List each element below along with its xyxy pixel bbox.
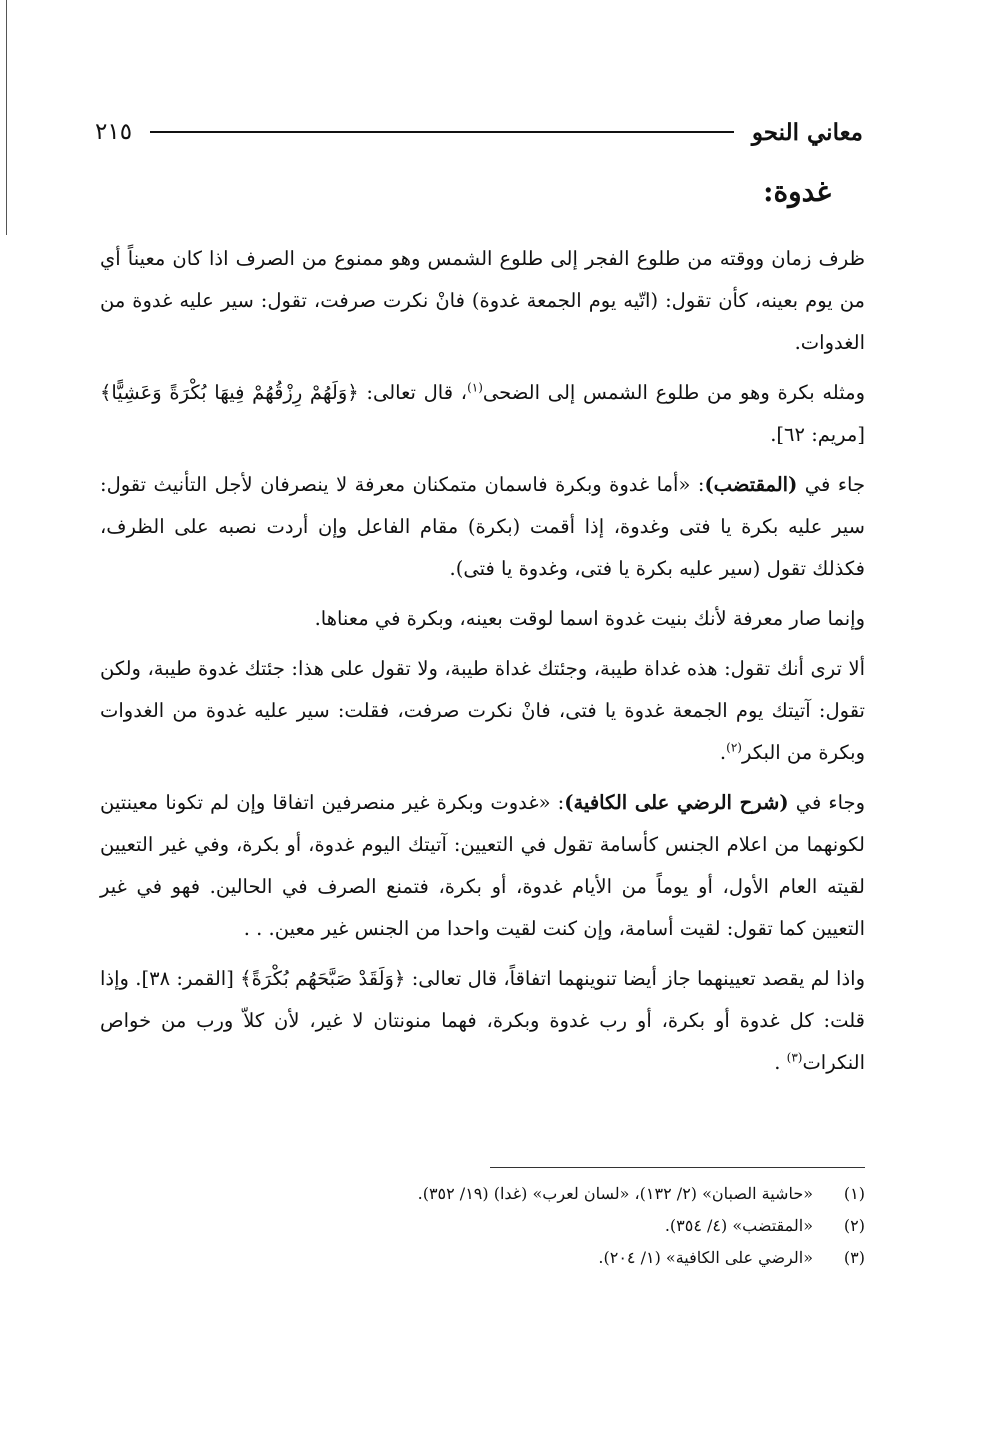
footnote-divider xyxy=(490,1167,865,1168)
footnote-text: «حاشية الصبان» (٢/ ١٣٢)، «لسان لعرب» (غدا) (١٩/ ٣٥٢). xyxy=(417,1184,813,1203)
header-rule xyxy=(150,131,734,133)
paragraph-5 xyxy=(100,648,865,774)
paragraph-text: وإنما صار معرفة لأنك بنيت غدوة اسما لوقت بعينه، وبكرة في معناها. xyxy=(314,607,865,630)
footnote-number: (١) xyxy=(843,1184,865,1203)
footnote-item xyxy=(100,1242,865,1274)
footnote-ref-1[interactable]: (١) xyxy=(467,380,483,395)
footnote-ref-2[interactable]: (٢) xyxy=(726,740,742,755)
paragraph-6 xyxy=(100,782,865,950)
paragraph-text: : «أما غدوة وبكرة فاسمان متمكنان معرفة لا ينصرفان لأجل التأنيث تقول: سير عليه بكرة يا فتى وغدوة، إذا أقمت (بكرة) مقام الفاعل وإن أردت نصبه على الظرف، فكذلك تقول (سير عليه بكرة يا فتى، وغدوة يا فتى). xyxy=(100,473,865,580)
paragraph-7 xyxy=(100,958,865,1084)
footnote-text: «المقتضب» (٤/ ٣٥٤). xyxy=(664,1216,813,1235)
paragraph-text: . xyxy=(719,741,727,764)
paragraph-text: ظرف زمان ووقته من طلوع الفجر إلى طلوع الشمس وهو ممنوع من الصرف اذا كان معيناً أي من يوم بعينه، كأن تقول: (اتّيه يوم الجمعة غدوة) فانْ نكرت صرفت، تقول: سير عليه غدوة من الغدوات. xyxy=(100,247,865,354)
paragraph-text: . xyxy=(774,1051,787,1074)
paragraph-text: ألا ترى أنك تقول: هذه غداة طيبة، وجئتك غداة طيبة، ولا تقول على هذا: جئتك غدوة طيبة، ولكن تقول: آتيتك يوم الجمعة غدوة يا فتى، فانْ نكرت صرفت، فقلت: سير عليه غدوة من الغدوات وبكرة من البكر xyxy=(100,657,865,764)
paragraph-text: ، قال تعالى: ﴿وَلَهُمْ رِزْقُهُمْ فِيهَا بُكْرَةً وَعَشِيًّا﴾ [مريم: ٦٢]. xyxy=(100,381,865,446)
footnote-ref-3[interactable]: (٣) xyxy=(786,1050,803,1065)
paragraph-3 xyxy=(100,464,865,590)
footnote-text: «الرضي على الكافية» (١/ ٢٠٤). xyxy=(598,1248,813,1267)
source-title: (شرح الرضي على الكافية) xyxy=(564,791,789,814)
page-header xyxy=(95,112,863,152)
page-edge-line xyxy=(6,0,7,235)
footnote-number: (٣) xyxy=(843,1248,865,1267)
paragraph-1 xyxy=(100,238,865,364)
footnotes xyxy=(100,1178,865,1274)
section-heading: غدوة: xyxy=(763,175,831,208)
paragraph-text: وجاء في xyxy=(788,791,865,814)
running-title: معاني النحو xyxy=(751,118,863,146)
page-number: ٢١٥ xyxy=(95,119,133,145)
paragraph-text: ومثله بكرة وهو من طلوع الشمس إلى الضحى xyxy=(482,381,865,404)
paragraph-text: : «غدوت وبكرة غير منصرفين اتفاقا وإن لم تكونا معينتين لكونهما من اعلام الجنس كأسامة تقول في التعيين: آتيتك اليوم غدوة، أو بكرة، وفي غير التعيين لقيته العام الأول، أو يوماً من الأيام غدوة، أو بكرة، فتمنع الصرف في الحالين. فهو في غير التعيين كما تقول: لقيت أسامة، وإن كنت لقيت واحدا من الجنس غير معين. . . xyxy=(100,791,865,940)
paragraph-4 xyxy=(100,598,865,640)
paragraph-text: واذا لم يقصد تعيينهما جاز أيضا تنوينهما اتفاقاً، قال تعالى: ﴿وَلَقَدْ صَبَّحَهُم بُكْرَةً﴾ [القمر: ٣٨]. وإذا قلت: كل غدوة أو بكرة، أو رب غدوة وبكرة، فهما منونتان لا غير، لأن كلاّ ورب من خواص النكرات xyxy=(100,967,865,1074)
source-title: (المقتضب) xyxy=(704,473,798,496)
footnote-item xyxy=(100,1210,865,1242)
footnote-number: (٢) xyxy=(843,1216,865,1235)
paragraph-text: جاء في xyxy=(797,473,866,496)
footnote-item xyxy=(100,1178,865,1210)
paragraph-2 xyxy=(100,372,865,456)
body-text xyxy=(100,238,865,1092)
